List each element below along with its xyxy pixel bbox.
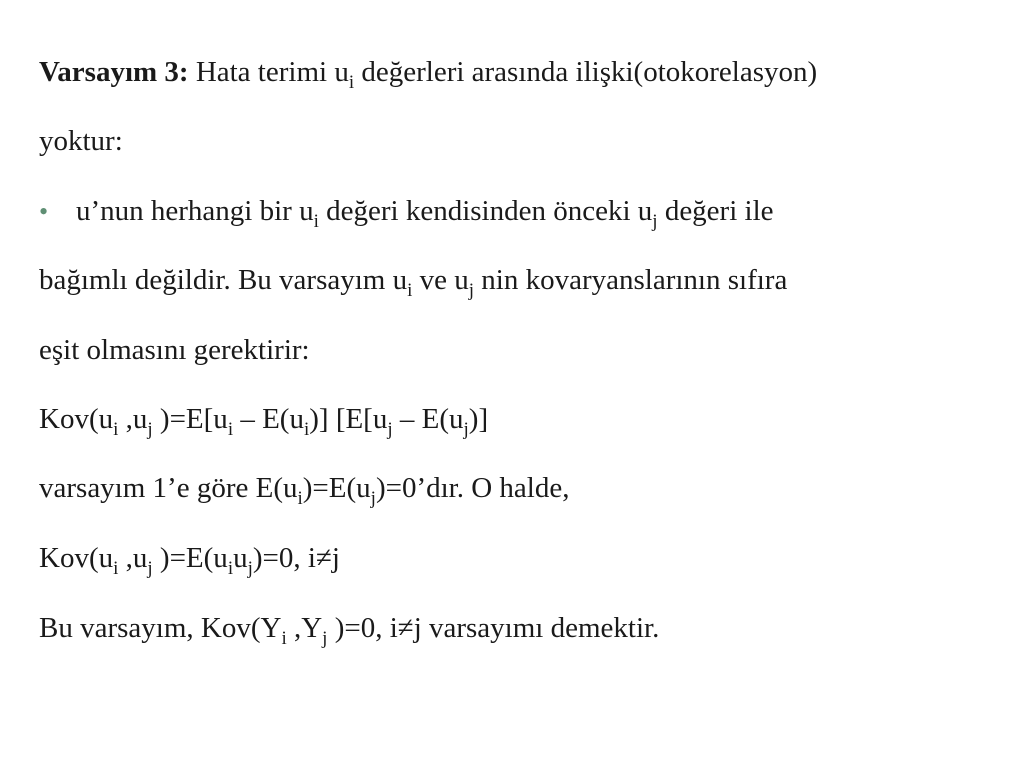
covariance-formula-line [39,402,489,440]
subscript: j [322,628,328,649]
text: nin kovaryanslarının sıfıra [474,264,788,296]
assumption-3-heading-continuation [39,124,123,158]
subscript: i [113,419,119,440]
text: Kov(u [39,403,114,435]
text: Kov(u [39,542,114,574]
subscript: i [407,280,413,301]
text: yoktur: [39,125,123,157]
text: Hata terimi u [188,56,349,88]
subscript: i [313,211,319,232]
text: ,u [118,542,148,574]
subscript: j [370,488,376,509]
subscript: i [227,558,234,579]
subscript: j [387,419,393,440]
text: )=0’dır. O halde, [375,472,570,504]
text: bağımlı değildir. Bu varsayım u [39,264,408,296]
text: ve u [412,264,469,296]
assumption-label: Varsayım 3: [39,56,189,88]
bullet-icon: • [39,197,49,226]
subscript: j [247,558,253,579]
subscript: j [147,558,153,579]
text: – E(u [392,403,464,435]
covariance-result-line [39,541,340,579]
subscript: j [468,280,475,301]
assumption-3-heading-line [39,55,818,93]
subscript: j [652,211,658,232]
text: Bu varsayım, Kov(Y [39,612,282,644]
subscript: j [463,419,469,440]
text: u’nun herhangi bir u [76,195,314,227]
text: )] [E[u [309,403,388,435]
text: )=E[u [152,403,228,435]
text: eşit olmasını gerektirir: [39,334,310,366]
body-line [39,471,570,509]
subscript: i [281,628,287,649]
subscript: i [348,72,355,93]
text: )=0, i≠j [252,542,340,574]
text: değeri kendisinden önceki u [318,195,653,227]
text: değerleri arasında ilişki(otokorelasyon) [354,56,818,88]
text: )=E(u [302,472,371,504]
subscript: i [297,488,303,509]
text: ,Y [286,612,323,644]
text: ,u [118,403,148,435]
text: )=E(u [152,542,228,574]
bullet-line [39,194,774,232]
text: )] [468,403,489,435]
subscript: i [113,558,119,579]
text: )=0, i≠j varsayımı demektir. [327,612,660,644]
subscript: j [147,419,153,440]
body-line [39,263,788,301]
text: u [233,542,248,574]
text: varsayım 1’e göre E(u [39,472,298,504]
subscript: i [303,419,310,440]
body-line [39,333,310,367]
subscript: i [227,419,234,440]
conclusion-line [39,611,660,649]
text: – E(u [233,403,304,435]
text: değeri ile [657,195,774,227]
